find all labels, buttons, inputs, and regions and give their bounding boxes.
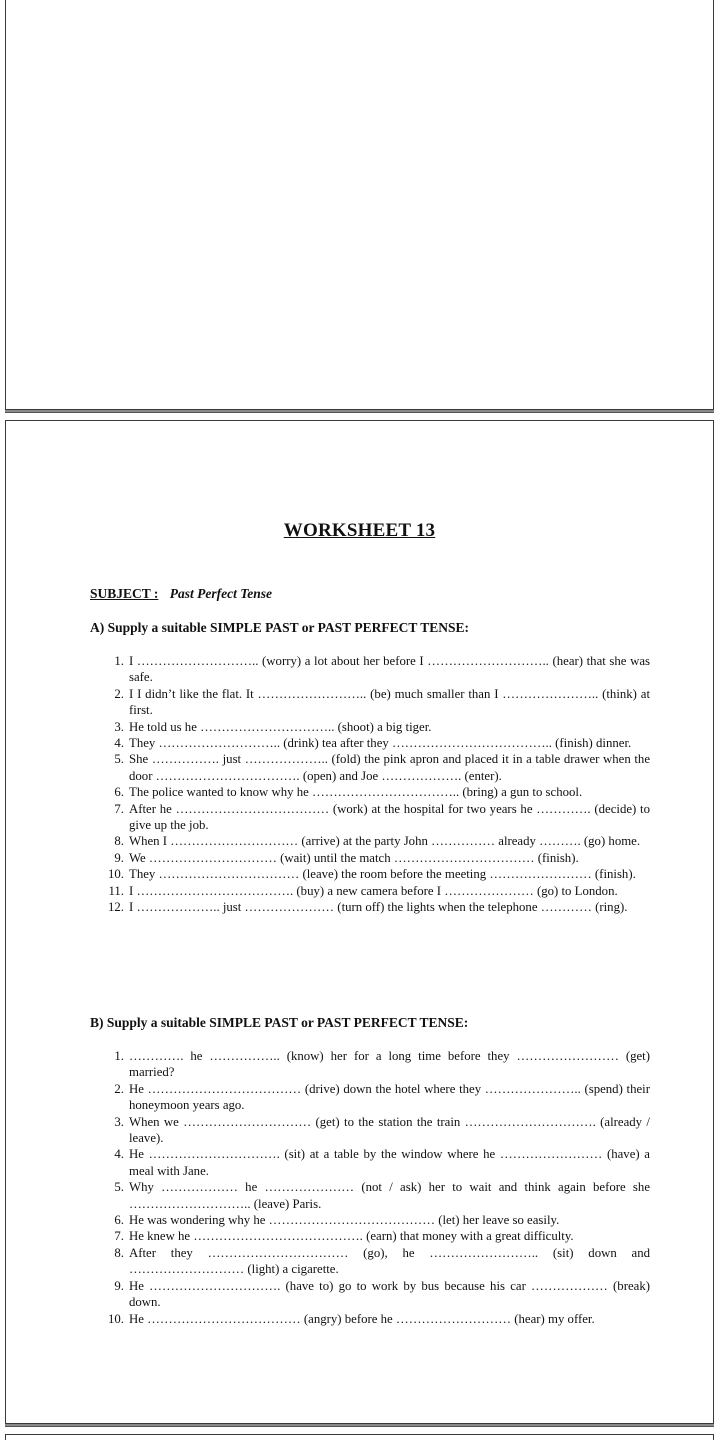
item-number: 4. xyxy=(114,736,124,751)
item-number: 2. xyxy=(114,686,124,701)
item-text: …………. he …………….. (know) her for a long time before they …………………… (get) married? xyxy=(129,1049,650,1080)
item-number: 1. xyxy=(114,1049,124,1063)
item-text: I ……………………….. (worry) a lot about her before I ……………………….. (hear) that she was safe. xyxy=(129,654,650,685)
list-item xyxy=(90,1228,650,1244)
item-text: I ……………….. just ………………… (turn off) the lights when the telephone ………… (ring). xyxy=(129,900,628,915)
item-text: I ………………………………. (buy) a new camera before I ………………… (go) to London. xyxy=(129,883,618,898)
subject-label: SUBJECT : xyxy=(90,586,159,601)
item-number: 6. xyxy=(114,785,124,800)
subject-line xyxy=(90,586,272,602)
list-item xyxy=(90,1179,650,1212)
item-text: He was wondering why he ………………………………… (let) her leave so easily. xyxy=(129,1213,560,1228)
item-number: 3. xyxy=(114,1114,124,1129)
previous-page xyxy=(5,0,714,410)
item-text: They …………………………… (leave) the room before the meeting …………………… (finish). xyxy=(129,867,636,882)
item-number: 8. xyxy=(114,834,124,849)
list-item xyxy=(90,735,650,751)
item-number: 9. xyxy=(114,1278,124,1293)
item-text: I I didn’t like the flat. It …………………….. (be) much smaller than I ………………….. (think) at first. xyxy=(129,686,650,718)
item-number: 7. xyxy=(114,801,124,816)
list-item xyxy=(90,883,650,899)
list-item xyxy=(90,686,650,719)
section-a-heading: A) Supply a suitable SIMPLE PAST or PAST PERFECT TENSE: xyxy=(90,620,469,635)
item-number: 10. xyxy=(108,1311,124,1326)
item-number: 5. xyxy=(114,752,124,767)
item-text: We ………………………… (wait) until the match …………………………… (finish). xyxy=(129,850,579,865)
subject-value: Past Perfect Tense xyxy=(169,586,273,601)
list-item xyxy=(90,784,650,800)
item-text: Why ……………… he ………………… (not / ask) her to wait and think again before she ……………………….. (leave) Paris. xyxy=(129,1180,650,1211)
list-item xyxy=(90,850,650,866)
list-item xyxy=(90,1311,650,1327)
item-number: 2. xyxy=(114,1081,124,1096)
section-b-heading: B) Supply a suitable SIMPLE PAST or PAST PERFECT TENSE: xyxy=(90,1015,469,1030)
item-number: 3. xyxy=(114,719,124,734)
item-text: When I ………………………… (arrive) at the party John …………… already ………. (go) home. xyxy=(129,834,641,849)
item-text: He knew he …………………………………. (earn) that money with a great difficulty. xyxy=(129,1229,574,1244)
item-text: She ……………. just ……………….. (fold) the pink apron and placed it in a table drawer when the door ……………………………. (open) and Joe ………………. (enter). xyxy=(129,752,650,783)
item-number: 12. xyxy=(108,900,124,915)
next-page xyxy=(5,1434,714,1440)
list-item xyxy=(90,1048,650,1081)
section-b-list xyxy=(90,1048,650,1327)
list-item xyxy=(90,1146,650,1179)
item-number: 6. xyxy=(114,1213,124,1228)
list-item xyxy=(90,899,650,915)
item-text: When we ………………………… (get) to the station the train …………………………. (already / leave). xyxy=(129,1114,650,1146)
list-item xyxy=(90,653,650,686)
item-text: He ……………………………… (angry) before he ……………………… (hear) my offer. xyxy=(129,1311,595,1326)
item-number: 7. xyxy=(114,1229,124,1244)
item-number: 4. xyxy=(114,1147,124,1162)
worksheet-page xyxy=(5,420,714,1424)
list-item xyxy=(90,866,650,882)
list-item xyxy=(90,1212,650,1228)
item-text: After they …………………………… (go), he …………………….. (sit) down and ……………………… (light) a cigarette. xyxy=(129,1245,650,1277)
item-number: 11. xyxy=(108,883,124,898)
item-number: 1. xyxy=(114,654,124,668)
list-item xyxy=(90,1081,650,1114)
item-number: 8. xyxy=(114,1245,124,1260)
item-number: 5. xyxy=(114,1180,124,1195)
item-text: The police wanted to know why he …………………………….. (bring) a gun to school. xyxy=(129,785,583,800)
item-number: 9. xyxy=(114,850,124,865)
item-number: 10. xyxy=(108,867,124,882)
list-item xyxy=(90,833,650,849)
list-item xyxy=(90,1245,650,1278)
list-item xyxy=(90,751,650,784)
item-text: He ……………………………… (drive) down the hotel where they ………………….. (spend) their honeymoon years ago. xyxy=(129,1081,650,1113)
item-text: He …………………………. (sit) at a table by the window where he …………………… (have) a meal with Jane. xyxy=(129,1147,650,1178)
section-a-list xyxy=(90,653,650,916)
item-text: He …………………………. (have to) go to work by bus because his car ……………… (break) down. xyxy=(129,1278,650,1310)
item-text: They ……………………….. (drink) tea after they ……………………………….. (finish) dinner. xyxy=(129,736,632,751)
page-title: WORKSHEET 13 xyxy=(283,520,436,541)
item-text: He told us he ………………………….. (shoot) a big tiger. xyxy=(129,719,432,734)
item-text: After he ……………………………… (work) at the hospital for two years he …………. (decide) to give up the job. xyxy=(129,801,650,833)
list-item xyxy=(90,719,650,735)
list-item xyxy=(90,1278,650,1311)
list-item xyxy=(90,801,650,834)
list-item xyxy=(90,1114,650,1147)
